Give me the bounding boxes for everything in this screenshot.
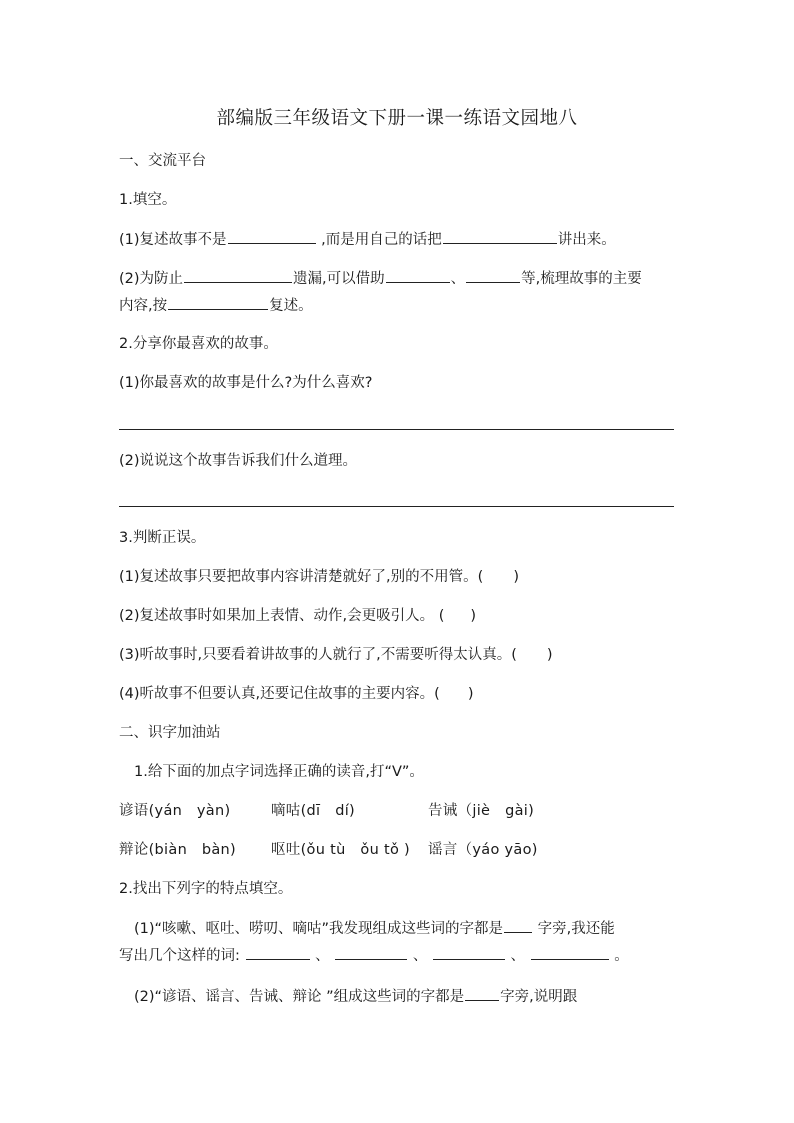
q2-2-1-text-b: 字旁,我还能 <box>537 921 615 937</box>
answer-blank[interactable] <box>466 268 520 283</box>
question-1-item-1 <box>119 229 616 250</box>
question-3-label: 3.判断正误。 <box>119 530 206 546</box>
q1-2-text-a: (2)为防止 <box>119 271 184 287</box>
question-2-label: 2.分享你最喜欢的故事。 <box>119 336 278 352</box>
question-2-item-2: (2)说说这个故事告诉我们什么道理。 <box>119 453 358 469</box>
answer-blank[interactable] <box>465 986 499 1001</box>
close-paren: ) <box>467 686 474 702</box>
pinyin-choice[interactable]: 呕吐(ǒu tù ǒu tǒ ) <box>271 842 410 858</box>
q1-1-text-c: 讲出来。 <box>557 232 616 248</box>
answer-blank[interactable] <box>168 295 268 310</box>
answer-blank[interactable] <box>443 229 557 244</box>
answer-line[interactable] <box>119 506 674 507</box>
true-false-text: (2)复述故事时如果加上表情、动作,会更吸引人。 ( <box>119 608 445 624</box>
q1-1-text-a: (1)复述故事不是 <box>119 232 227 248</box>
q2-2-2-text-b: 字旁,说明跟 <box>500 989 578 1005</box>
q1-2-text-b: 遗漏,可以借助 <box>293 271 385 287</box>
question-2-2-item-1-cont <box>119 945 629 966</box>
true-false-item <box>119 684 473 704</box>
q1-2-text-e: 内容,按 <box>119 298 168 314</box>
answer-blank[interactable] <box>504 918 532 933</box>
question-2-2-label: 2.找出下列字的特点填空。 <box>119 881 293 897</box>
q2-2-1-text-c: 写出几个这样的词: <box>119 948 240 964</box>
pinyin-choice[interactable]: 谚语(yán yàn) <box>119 803 231 819</box>
question-2-1-label: 1.给下面的加点字词选择正确的读音,打“V”。 <box>134 764 424 780</box>
separator: 、 <box>412 948 428 964</box>
close-paren: ) <box>513 569 519 585</box>
q2-2-2-text-a: (2)“谚语、谣言、告诫、辩论 ”组成这些词的字都是 <box>134 989 465 1005</box>
period: 。 <box>614 948 629 964</box>
true-false-item <box>119 645 553 665</box>
answer-blank[interactable] <box>335 945 407 960</box>
answer-line[interactable] <box>119 429 674 430</box>
section-heading-literacy: 二、识字加油站 <box>119 725 221 741</box>
q1-2-text-c: 、 <box>450 271 466 287</box>
question-1-label: 1.填空。 <box>119 192 177 208</box>
question-1-item-2-cont <box>119 295 313 316</box>
answer-blank[interactable] <box>228 229 316 244</box>
true-false-item <box>119 606 476 626</box>
close-paren: ) <box>470 608 477 624</box>
answer-blank[interactable] <box>386 268 450 283</box>
true-false-text: (3)听故事时,只要看着讲故事的人就行了,不需要听得太认真。( <box>119 647 517 663</box>
pinyin-choice[interactable]: 嘀咕(dī dí) <box>271 803 355 819</box>
separator: 、 <box>510 948 526 964</box>
pinyin-choice[interactable]: 谣言（yáo yāo) <box>428 842 538 858</box>
answer-blank[interactable] <box>246 945 310 960</box>
separator: 、 <box>315 948 330 964</box>
q1-1-text-b: ,而是用自己的话把 <box>321 232 442 248</box>
q1-2-text-d: 等,梳理故事的主要 <box>521 271 642 287</box>
pinyin-choice[interactable]: 告诫（jiè gài) <box>428 803 535 819</box>
true-false-text: (4)听故事不但要认真,还要记住故事的主要内容。( <box>119 686 440 702</box>
answer-blank[interactable] <box>433 945 505 960</box>
page-title: 部编版三年级语文下册一课一练语文园地八 <box>216 108 578 129</box>
pinyin-choice[interactable]: 辩论(biàn bàn) <box>119 842 237 858</box>
close-paren: ) <box>546 647 553 663</box>
section-heading-communication: 一、交流平台 <box>119 153 206 169</box>
question-2-2-item-2 <box>134 986 577 1007</box>
q2-2-1-text-a: (1)“咳嗽、呕吐、唠叨、嘀咕”我发现组成这些词的字都是 <box>134 921 504 937</box>
q1-2-text-f: 复述。 <box>269 298 313 314</box>
question-2-2-item-1 <box>134 918 615 939</box>
true-false-item <box>119 567 519 587</box>
answer-blank[interactable] <box>184 268 292 283</box>
question-1-item-2 <box>119 268 642 289</box>
true-false-text: (1)复述故事只要把故事内容讲清楚就好了,别的不用管。( <box>119 569 484 585</box>
answer-blank[interactable] <box>531 945 609 960</box>
question-2-item-1: (1)你最喜欢的故事是什么?为什么喜欢? <box>119 375 373 391</box>
